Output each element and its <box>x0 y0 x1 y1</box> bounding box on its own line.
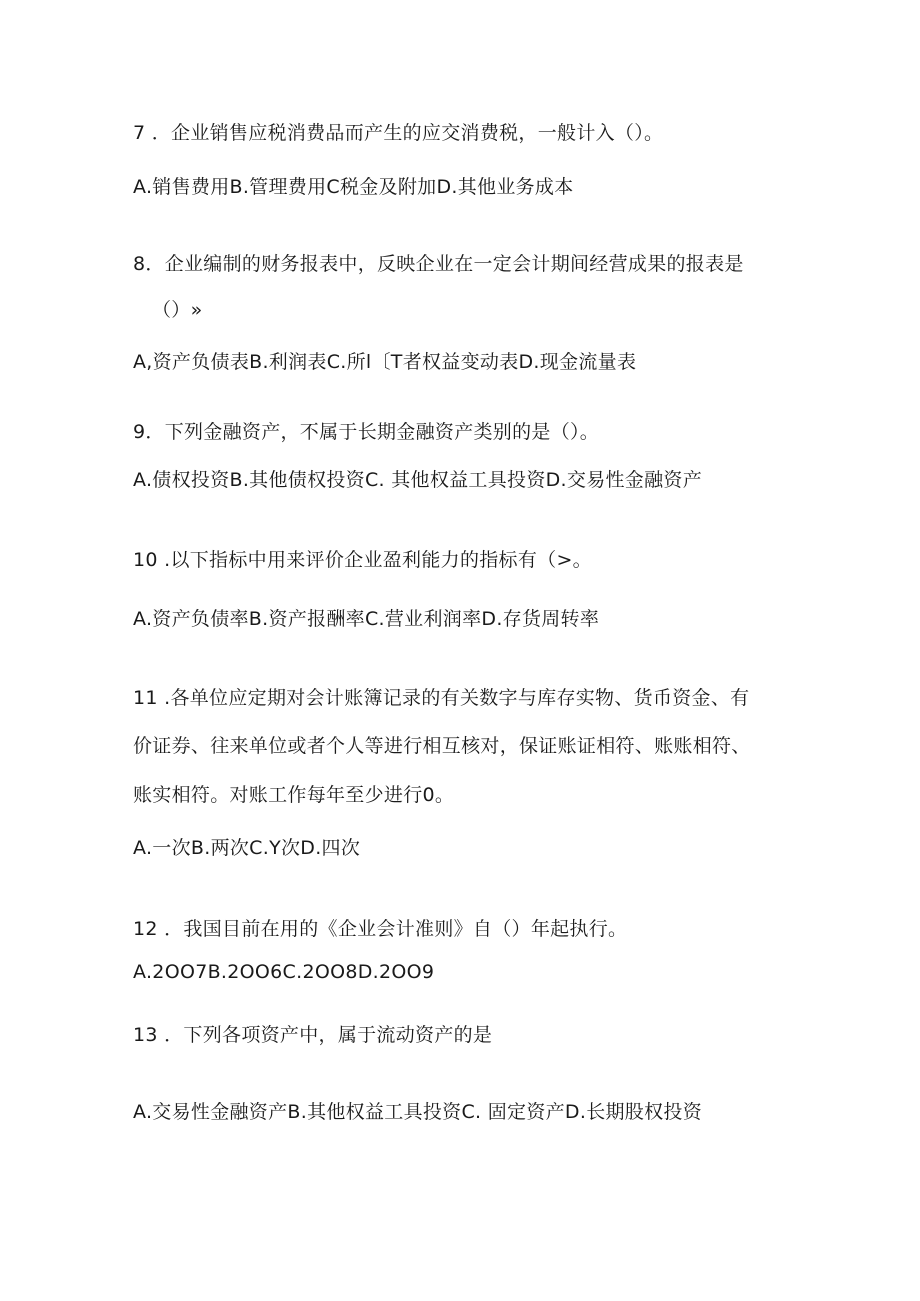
question-9-text: 9．下列金融资产，不属于长期金融资产类别的是（）。 <box>133 421 600 443</box>
question-11-text: 11 .各单位应定期对会计账簿记录的有关数字与库存实物、货币资金、有 <box>133 687 750 709</box>
question-12-text: 12 ．我国目前在用的《企业会计准则》自（）年起执行。 <box>133 918 628 940</box>
question-11-text-cont-2: 账实相符。对账工作每年至少进行0。 <box>133 784 455 806</box>
question-7-text: 7 ．企业销售应税消费品而产生的应交消费税，一般计入（）。 <box>133 122 664 144</box>
question-12-options: A.2OO7B.2OO6C.2OO8D.2OO9 <box>133 961 435 983</box>
question-10-text: 10 .以下指标中用来评价企业盈利能力的指标有（>。 <box>133 549 592 571</box>
question-11-text-cont-1: 价证券、往来单位或者个人等进行相互核对，保证账证相符、账账相符、 <box>133 735 751 757</box>
question-8-text: 8．企业编制的财务报表中，反映企业在一定会计期间经营成果的报表是 <box>133 253 744 275</box>
question-7-options: A.销售费用B.管理费用C税金及附加D.其他业务成本 <box>133 176 574 198</box>
question-8-options: A,资产负债表B.利润表C.所l〔T者权益变动表D.现金流量表 <box>133 351 637 373</box>
question-11-options: A.一次B.两次C.Y次D.四次 <box>133 837 361 859</box>
question-13-text: 13 ．下列各项资产中，属于流动资产的是 <box>133 1024 493 1046</box>
question-8-text-cont: （）» <box>152 299 203 321</box>
question-9-options: A.债权投资B.其他债权投资C. 其他权益工具投资D.交易性金融资产 <box>133 469 702 491</box>
question-13-options: A.交易性金融资产B.其他权益工具投资C. 固定资产D.长期股权投资 <box>133 1101 702 1123</box>
question-10-options: A.资产负债率B.资产报酬率C.营业利润率D.存货周转率 <box>133 608 600 630</box>
